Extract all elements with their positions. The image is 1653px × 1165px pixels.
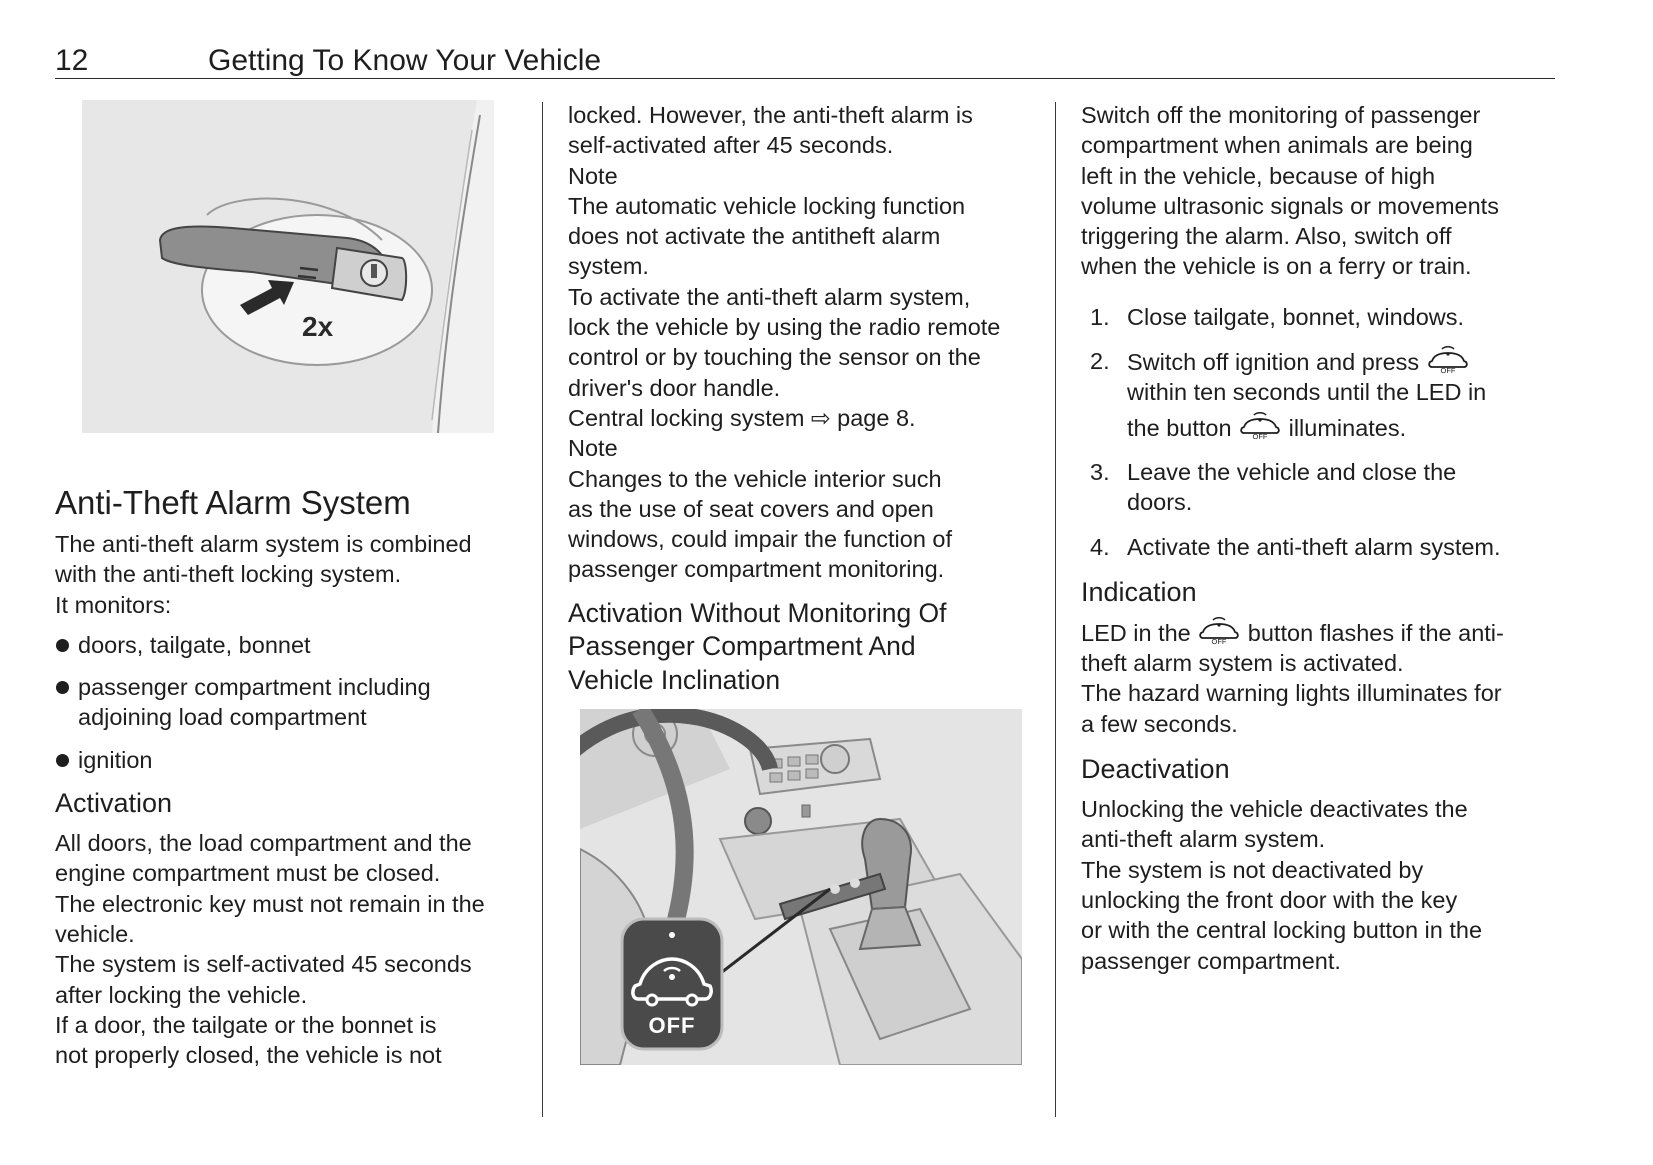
center-console-illustration xyxy=(580,709,1022,1065)
press-twice-label: 2x xyxy=(302,311,334,342)
text-line: passenger compartment monitoring. xyxy=(568,556,945,583)
text-line: not properly closed, the vehicle is not xyxy=(55,1042,442,1069)
svg-text:OFF: OFF xyxy=(1440,366,1456,375)
alarm-off-icon xyxy=(1197,617,1241,645)
text-line: locked. However, the anti-theft alarm is xyxy=(568,102,973,128)
column-divider xyxy=(542,102,543,1117)
text-line: self-activated after 45 seconds. xyxy=(568,132,894,159)
central-locking-crossref[interactable]: Central locking system ⇨ page 8. xyxy=(568,404,916,431)
text-line: The hazard warning lights illuminates for xyxy=(1081,680,1502,707)
list-item: passenger compartment including adjoining load compartment xyxy=(55,672,525,733)
list-item: 3. Leave the vehicle and close the doors. xyxy=(1090,458,1457,516)
list-item: doors, tailgate, bonnet xyxy=(55,630,525,660)
text-line: as the use of seat covers and open xyxy=(568,495,934,522)
activation-title: Activation xyxy=(55,788,173,819)
intro-line: with the anti-theft locking system. xyxy=(55,561,402,588)
text-line: All doors, the load compartment and the xyxy=(55,830,472,857)
text-line: LED in the OFF button flashes if the anti- xyxy=(1081,617,1541,648)
intro-line: The anti-theft alarm system is combined xyxy=(55,531,472,557)
page-title: Getting To Know Your Vehicle xyxy=(208,44,602,77)
text-line: system. xyxy=(568,253,649,280)
text-line: unlocking the front door with the key xyxy=(1081,886,1458,913)
off-button-label: OFF xyxy=(648,1013,696,1039)
text-line: To activate the anti-theft alarm system, xyxy=(568,283,971,310)
page-number: 12 xyxy=(55,44,89,77)
text-line: or with the central locking button in the xyxy=(1081,917,1483,944)
column-divider xyxy=(1055,102,1056,1117)
text-line: driver's door handle. xyxy=(568,374,781,401)
alarm-off-icon xyxy=(1238,412,1282,440)
steps-list xyxy=(1081,302,1541,562)
page-header xyxy=(55,42,1555,79)
deactivation-title: Deactivation xyxy=(1081,754,1230,785)
step-number: 4. xyxy=(1090,533,1110,560)
text-line: windows, could impair the function of xyxy=(568,526,953,553)
note-label: Note xyxy=(568,435,618,462)
text-line: a few seconds. xyxy=(1081,710,1238,737)
step-number: 2. xyxy=(1090,348,1110,375)
door-handle-drawing xyxy=(82,100,494,433)
svg-text:OFF: OFF xyxy=(1252,431,1268,440)
indication-title: Indication xyxy=(1081,576,1197,607)
text-line: The system is self-activated 45 seconds xyxy=(55,951,472,978)
text-line: Changes to the vehicle interior such xyxy=(568,465,942,492)
bullet-icon xyxy=(56,639,69,652)
text-line: vehicle. xyxy=(55,920,135,947)
text-line: If a door, the tailgate or the bonnet is xyxy=(55,1011,437,1038)
text-line: does not activate the antitheft alarm xyxy=(568,223,941,250)
list-item: 2. Switch off ignition and press OFF within ten seconds until the LED in the button OFF illuminates. xyxy=(1090,348,1487,441)
list-item: ignition xyxy=(55,745,525,775)
text-line: engine compartment must be closed. xyxy=(55,860,441,887)
text-line: triggering the alarm. Also, switch off xyxy=(1081,223,1452,250)
text-line: control or by touching the sensor on the xyxy=(568,344,981,371)
note-label: Note xyxy=(568,162,618,189)
text-line: Switch off the monitoring of passenger xyxy=(1081,102,1481,128)
column-1 xyxy=(55,100,525,1070)
step-number: 1. xyxy=(1090,303,1110,330)
intro-line: It monitors: xyxy=(55,591,172,618)
list-item: 4. Activate the anti-theft alarm system. xyxy=(1081,532,1541,562)
text-line: left in the vehicle, because of high xyxy=(1081,162,1436,189)
text-line: The system is not deactivated by xyxy=(1081,856,1424,883)
subsection-title: Activation Without Monitoring Of Passenger Compartment And Vehicle Inclination xyxy=(568,597,947,695)
text-line: Unlocking the vehicle deactivates the xyxy=(1081,796,1468,823)
text-line: anti-theft alarm system. xyxy=(1081,826,1326,853)
text-line: theft alarm system is activated. xyxy=(1081,650,1404,677)
svg-text:OFF: OFF xyxy=(1211,636,1227,645)
door-handle-illustration xyxy=(82,100,494,433)
text-line: The automatic vehicle locking function xyxy=(568,192,966,219)
alarm-off-icon xyxy=(1426,346,1470,374)
list-item: 1. Close tailgate, bonnet, windows. xyxy=(1081,302,1541,332)
text-line: when the vehicle is on a ferry or train. xyxy=(1081,253,1472,280)
step-number: 3. xyxy=(1090,458,1110,485)
text-line: The electronic key must not remain in the xyxy=(55,890,485,917)
section-title: Anti-Theft Alarm System xyxy=(55,484,411,521)
column-3 xyxy=(1081,100,1541,976)
text-line: compartment when animals are being xyxy=(1081,132,1473,159)
bullet-icon xyxy=(56,754,69,767)
text-line: passenger compartment. xyxy=(1081,947,1341,974)
text-line: volume ultrasonic signals or movements xyxy=(1081,192,1499,219)
text-line: after locking the vehicle. xyxy=(55,981,308,1008)
bullet-icon xyxy=(56,681,69,694)
text-line: lock the vehicle by using the radio remote xyxy=(568,314,1001,341)
column-2 xyxy=(568,100,1038,1065)
monitored-items-list xyxy=(55,630,525,775)
